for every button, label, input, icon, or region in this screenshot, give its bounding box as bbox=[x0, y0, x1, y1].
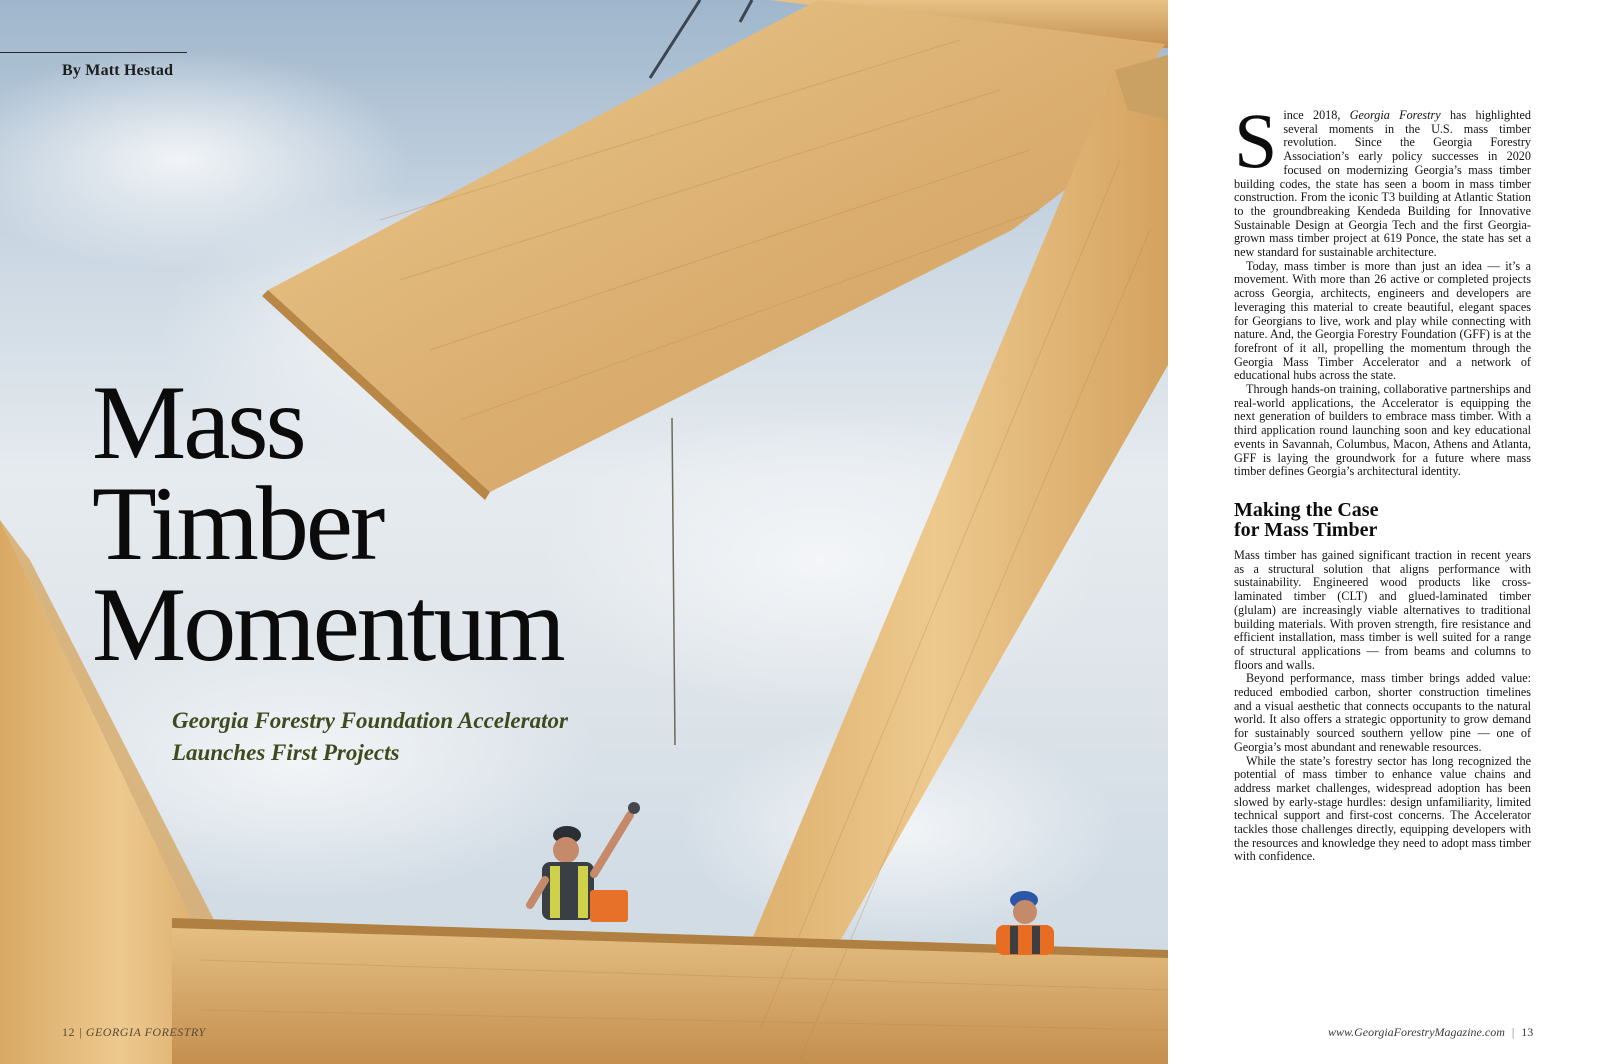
publication-name: GEORGIA FORESTRY bbox=[85, 1025, 206, 1039]
body-paragraph: Beyond performance, mass timber brings added value: reduced embodied carbon, shorter construction timelines and a visual aesthetic that connects occupants to the natural world. It also offers a strategic opportunity to grow demand for sustainably sourced southern yellow pine — one of Georgia’s most abundant and renewable resources. bbox=[1234, 671, 1531, 754]
body-paragraph bbox=[1234, 97, 1532, 260]
folio-separator-left: | bbox=[78, 1025, 83, 1039]
page-number-right: 13 bbox=[1521, 1025, 1534, 1039]
section-heading bbox=[1234, 500, 1531, 540]
drop-cap: S bbox=[1234, 97, 1278, 184]
body-paragraph: Through hands-on training, collaborative partnerships and real-world applications, the Accelerator is equipping the next generation of builders to embrace mass timber. With a third application round launching soon and key educational events in Savannah, Columbus, Macon, Athens and Atlanta, GFF is laying the groundwork for a future where mass timber defines Georgia’s architectural identity. bbox=[1234, 382, 1531, 479]
magazine-url: www.GeorgiaForestryMagazine.com bbox=[1328, 1025, 1505, 1039]
article-subtitle-line-2: Launches First Projects bbox=[172, 740, 400, 765]
article-title bbox=[92, 364, 712, 683]
page-number-left: 12 bbox=[62, 1025, 75, 1039]
article-title-line-3: Momentum bbox=[92, 566, 563, 683]
section-heading-line-1: Making the Case bbox=[1234, 498, 1379, 521]
article-body-column bbox=[1234, 97, 1532, 864]
article-subtitle-line-1: Georgia Forestry Foundation Accelerator bbox=[172, 708, 568, 733]
folio-left bbox=[62, 1025, 206, 1040]
article-subtitle bbox=[172, 705, 692, 769]
article-title-line-2: Timber bbox=[92, 465, 383, 582]
paragraph-text: ince 2018, bbox=[1283, 108, 1350, 122]
body-paragraph: While the state’s forestry sector has long recognized the potential of mass timber to enhance value chains and address market challenges, widespread adoption has been slowed by early-stage hurdles: design unfamiliarity, limited technical support and first-cost concerns. The Accelerator tackles those challenges directly, equipping developers with the resources and knowledge they need to adopt mass timber with confidence. bbox=[1234, 753, 1531, 864]
magazine-name-italic: Georgia Forestry bbox=[1349, 108, 1441, 122]
paragraph-text: has highlighted several moments in the U.S. mass timber revolution. Since the Georgia Forestry Association’s early policy successes in 2020 focused on modernizing Georgia’s mass timber building codes, the state has seen a boom in mass timber construction. From the iconic T3 building at Atlantic Station to the groundbreaking Kendeda Building for Innovative Sustainable Design at Georgia Tech and the first Georgia-grown mass timber project at 619 Ponce, the state has set a new standard for sustainable architecture. bbox=[1234, 108, 1532, 260]
article-title-line-1: Mass bbox=[92, 364, 304, 481]
section-heading-line-2: for Mass Timber bbox=[1234, 518, 1378, 541]
body-paragraph: Mass timber has gained significant traction in recent years as a structural solution that aligns performance with sustainability. Engineered wood products like cross-laminated timber (CLT) and glued-laminated timber (glulam) are increasingly viable alternatives to traditional building materials. With proven strength, fire resistance and efficient installation, mass timber is well suited for a range of structural applications — from beams and columns to floors and walls. bbox=[1234, 547, 1531, 672]
right-page-text bbox=[1168, 0, 1600, 1064]
folio-right bbox=[1328, 1025, 1533, 1040]
byline: By Matt Hestad bbox=[62, 62, 174, 79]
body-paragraph: Today, mass timber is more than just an idea — it’s a movement. With more than 26 active or completed projects across Georgia, architects, engineers and developers are leveraging this material to create beautiful, elegant spaces for Georgians to live, work and play while connecting with nature. And, the Georgia Forestry Foundation (GFF) is at the forefront of it all, propelling the momentum through the Georgia Mass Timber Accelerator and a network of educational hubs across the state. bbox=[1234, 258, 1531, 383]
folio-separator-right: | bbox=[1511, 1025, 1515, 1039]
byline-rule bbox=[0, 52, 187, 53]
